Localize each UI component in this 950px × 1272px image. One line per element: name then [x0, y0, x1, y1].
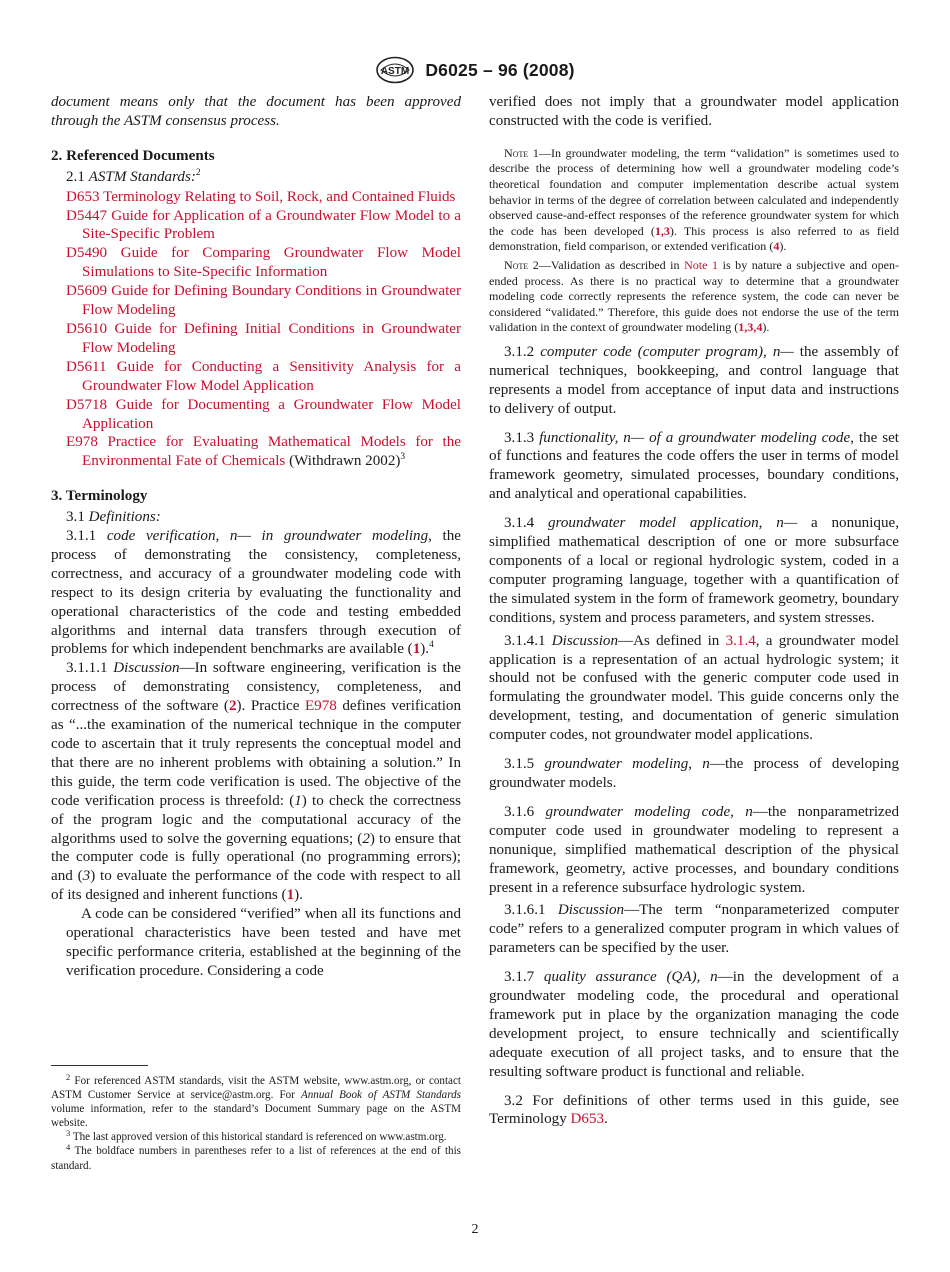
footnotes	[51, 1074, 461, 1173]
footnote-3: $^3$ The last approved version of this historical standard is referenced on www.astm.org.	[66, 1128, 447, 1144]
continued-paragraph: verified does not imply that a groundwater model application constructed with the code is verified.	[489, 94, 899, 129]
ref-link[interactable]: D5718	[66, 396, 108, 413]
section-3-heading: 3. Terminology	[51, 488, 148, 505]
section-3-1-6-1: 3.1.6.1 Discussion—The term “nonparameterized computer code” refers to a generalized computer program in which values of parameters can be specified by the user.	[489, 902, 899, 957]
footnote-divider	[51, 1065, 148, 1066]
section-3-1-7: 3.1.7 quality assurance (QA), n—in the development of a groundwater modeling code, the procedural and operational framework put in place by the organization managing the code development project, to ensure technically and scientifically adequate execution of all project tasks, and to ensure that the resulting software product is functional and reliable.	[489, 969, 899, 1080]
reference-link[interactable]: 1	[412, 641, 421, 658]
ref-link[interactable]: D5611	[66, 358, 107, 375]
section-3-1-6: 3.1.6 groundwater modeling code, n—the nonparametrized computer code used in groundwater modeling to represent a nonunique, simplified mathematical description of the physical framework, geometry, active processes, and boundary conditions present in a reference subsurface hydrologic system.	[489, 803, 899, 896]
page-header	[0, 56, 950, 84]
document-designation: D6025 – 96 (2008)	[425, 59, 575, 80]
ref-item: D5610 Guide for Defining Initial Conditions in Groundwater Flow Modeling	[66, 320, 461, 356]
section-3-1-4-1: 3.1.4.1 Discussion—As defined in 3.1.4, a groundwater model application is a representation of an actual hydrologic system; it should not be confused with the generic computer code used in formulating the groundwater model. This guide concerns only the development, testing, and documentation of generic simulation computer codes, not groundwater model applications.	[489, 632, 899, 744]
svg-text:ASTM: ASTM	[381, 66, 410, 77]
section-3-1: 3.1 Definitions:	[66, 509, 161, 526]
page-number: 2	[471, 1222, 479, 1237]
section-3-1-2: 3.1.2 computer code (computer program), n— the assembly of numerical techniques, bookkeeping, and control language that represents a model from acceptance of input data and instructions to delivery of output.	[489, 343, 899, 417]
ref-item: E978 Practice for Evaluating Mathematical Models for the Environmental Fate of Chemicals (Withdrawn 2002)$^3$	[66, 434, 461, 470]
left-column	[51, 93, 461, 981]
continued-paragraph: document means only that the document has been approved through the ASTM consensus process.	[51, 94, 461, 129]
section-2-heading: 2. Referenced Documents	[51, 147, 215, 164]
reference-link[interactable]: 4	[773, 239, 780, 254]
reference-link[interactable]: 1	[286, 887, 295, 904]
footnote-2: $^2$ For referenced ASTM standards, visit the ASTM website, www.astm.org, or contact ASTM Customer Service at service@astm.org. For Annual Book of ASTM Standards volume information, refer to the standard’s Document Summary page on the ASTM website.	[51, 1072, 461, 1130]
section-3-1-4: 3.1.4 groundwater model application, n— a nonunique, simplified mathematical description of one or more subsurface components of a local or regional hydrologic system, coded in a computer programing language, together with a quantification of the simulated system in the form of framework geometry, boundary conditions, system and process parameters, and system stresses.	[489, 515, 899, 626]
right-column	[489, 93, 899, 1129]
ref-link[interactable]: D653	[66, 188, 100, 205]
section-3-1-5: 3.1.5 groundwater modeling, n—the process of developing groundwater models.	[489, 756, 899, 791]
ref-link[interactable]: D5609	[66, 283, 108, 300]
ref-link[interactable]: D5447	[66, 207, 108, 224]
section-3-1-1-1: 3.1.1.1 Discussion—In software engineering, verification is the process of demonstrating consistency, completeness, and correctness of the software (2). Practice E978 defines verification as “...the examination of the numerical technique in the computer code to ascertain that it truly represents the conceptual model and that there are no inherent problems with obtaining a solution.” In this guide, the term code verification is used. The objective of the code verification process is threefold: (1) to check the correctness of the program logic and the computational accuracy of the algorithms used to solve the governing equations; (2) to ensure that the computer code is fully operational (no programming errors); and (3) to evaluate the performance of the code with respect to all of its designed and inherent functions (1).	[51, 660, 462, 904]
ref-item: D5609 Guide for Defining Boundary Conditions in Groundwater Flow Modeling	[66, 283, 461, 319]
astm-logo-icon	[375, 56, 415, 84]
ref-item: D5718 Guide for Documenting a Groundwater Flow Model Application	[66, 396, 461, 432]
ref-item: D5447 Guide for Application of a Groundwater Flow Model to a Site-Specific Problem	[66, 207, 461, 243]
section-3-2: 3.2 For definitions of other terms used in this guide, see Terminology D653.	[489, 1092, 899, 1128]
standard-link[interactable]: E978	[304, 698, 337, 715]
reference-link[interactable]: 2	[228, 698, 237, 715]
ref-item: D653 Terminology Relating to Soil, Rock, and Contained Fluids	[66, 188, 456, 205]
ref-link[interactable]: D5610	[66, 320, 108, 337]
standard-link[interactable]: D653	[570, 1111, 605, 1128]
ref-link[interactable]: E978	[66, 434, 98, 451]
ref-item: D5490 Guide for Comparing Groundwater Flow Model Simulations to Site-Specific Information	[66, 245, 461, 281]
verified-paragraph: A code can be considered “verified” when all its functions and operational characteristics have been tested and have met specific performance criteria, established at the beginning of the verification procedure. Considering a code	[66, 906, 461, 979]
reference-link[interactable]: 1,3	[654, 223, 670, 238]
footnote-4: $^4$ The boldface numbers in parentheses refer to a list of references at the end of this standard.	[51, 1142, 462, 1172]
section-3-1-1: 3.1.1 code verification, n— in groundwater modeling, the process of demonstrating the consistency, completeness, correctness, and accuracy of a groundwater modeling code with respect to its design criteria by evaluating the functionality and operational characteristics of the code and testing embedded algorithms and internal data transfers through execution of problems for which independent benchmarks are available (1).$^4$	[51, 528, 461, 658]
reference-link[interactable]: 1,3,4	[738, 320, 763, 335]
note-link[interactable]: Note 1	[684, 257, 719, 272]
section-3-1-3: 3.1.3 functionality, n— of a groundwater modeling code, the set of functions and features the code offers the user in terms of model framework geometry, simulated processes, boundary conditions, and analytical and operational capabilities.	[489, 429, 899, 503]
note-1: Note 1—In groundwater modeling, the term “validation” is sometimes used to describe the process of determining how well a groundwater modeling code’s theoretical foundation and computer implementation describe actual system behavior in terms of the degree of correlation between calculated and independently observed cause-and-effect responses of the reference groundwater system for which the code has been developed (1,3). This process is also referred to as field demonstration, field comparison, or extended verification (4).	[489, 145, 899, 254]
section-link[interactable]: 3.1.4	[725, 632, 756, 649]
section-2-1: 2.1 ASTM Standards:$^2$	[66, 167, 201, 185]
note-2: Note 2—Validation as described in Note 1 is by nature a subjective and open-ended process. As there is no practical way to determine that a groundwater modeling code correctly represents the reference system, the code can never be considered “validated.” Therefore, this guide does not endorse the use of the term validation in the context of groundwater modeling (1,3,4).	[489, 257, 899, 335]
ref-link[interactable]: D5490	[66, 245, 108, 262]
referenced-documents-list	[51, 188, 461, 472]
ref-item: D5611 Guide for Conducting a Sensitivity Analysis for a Groundwater Flow Model Application	[66, 358, 461, 394]
